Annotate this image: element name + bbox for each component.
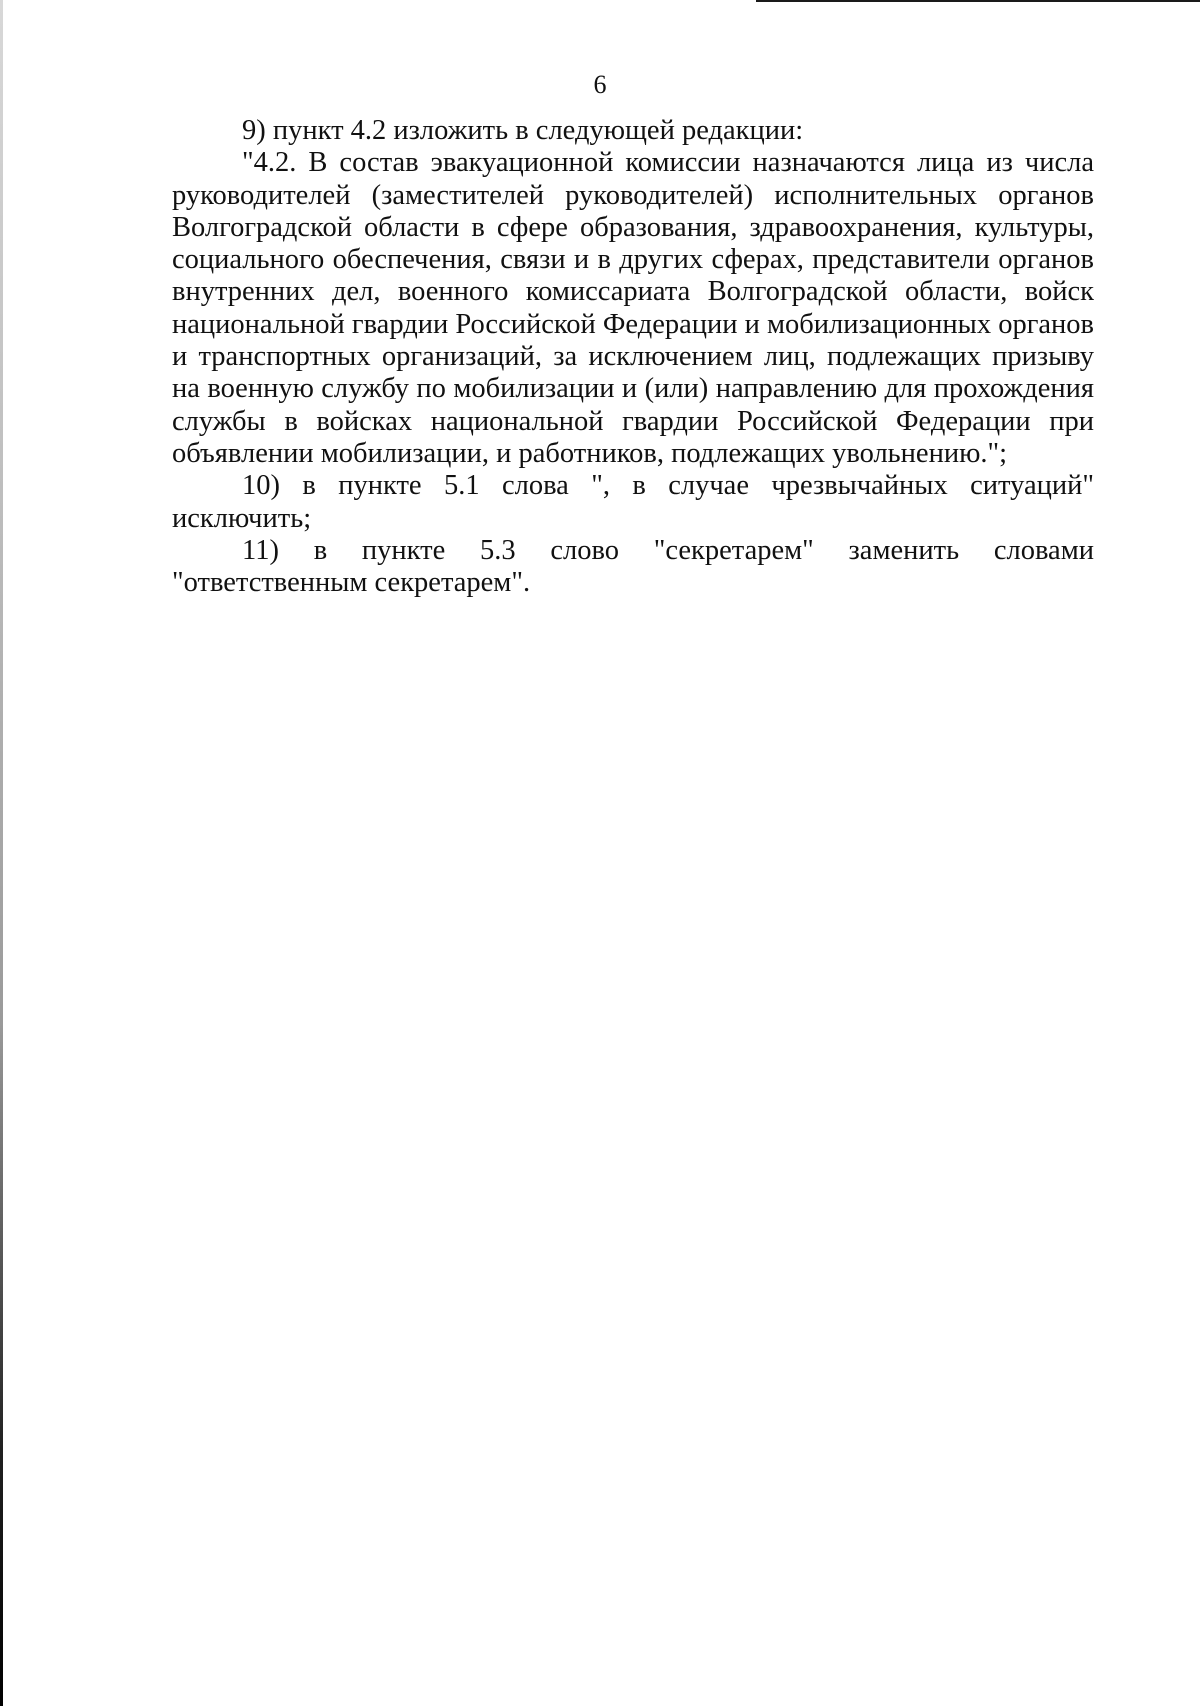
scan-edge-top (756, 0, 1200, 2)
document-body (172, 115, 1094, 599)
scan-edge-left (0, 0, 3, 1706)
page-number: 6 (593, 70, 607, 99)
paragraph-quoted-clause-4-2: "4.2. В состав эвакуационной комиссии назначаются лица из числа руководителей (заместителей руководителей) исполнительных органов Волгоградской области в сфере образования, здравоохранения, культуры, социального обеспечения, связи и в других сферах, представители органов внутренних дел, военного комиссариата Волгоградской области, войск национальной гвардии Российской Федерации и мобилизационных органов и транспортных организаций, за исключением лиц, подлежащих призыву на военную службу по мобилизации и (или) направлению для прохождения службы в войсках национальной гвардии Российской Федерации при объявлении мобилизации, и работников, подлежащих увольнению."; (172, 147, 1095, 469)
paragraph-item-9: 9) пункт 4.2 изложить в следующей редакции: (242, 115, 804, 146)
paragraph-item-10: 10) в пункте 5.1 слова ", в случае чрезвычайных ситуаций" исключить; (172, 470, 1094, 534)
paragraph-item-11: 11) в пункте 5.3 слово "секретарем" заменить словами "ответственным секретарем". (172, 534, 1094, 599)
